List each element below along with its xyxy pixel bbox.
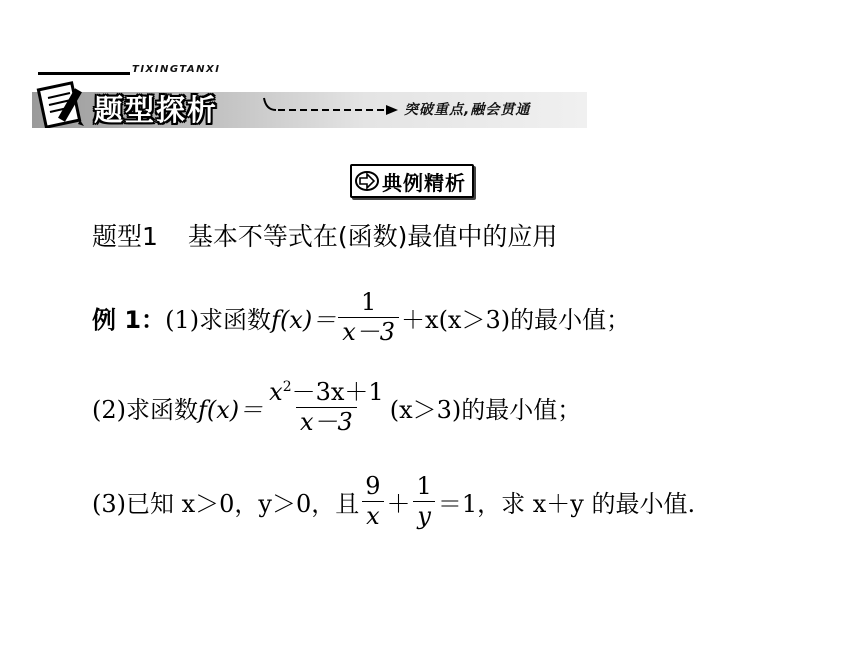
- q2-denominator: x－3: [296, 407, 357, 435]
- q3-frac1-numerator: 9: [365, 472, 381, 500]
- q3-frac2-numerator: 1: [416, 472, 432, 500]
- q3-frac1-denominator: x: [362, 501, 384, 529]
- topic-heading: [92, 224, 557, 249]
- q3-fraction-1: [361, 474, 384, 529]
- q1-function: f(x)＝: [271, 306, 337, 335]
- banner-motto: 突破重点,融会贯通: [404, 102, 531, 118]
- q2-prefix: (2)求函数: [92, 396, 198, 425]
- q3-frac2-denominator: y: [413, 501, 435, 529]
- notebook-pen-icon: [36, 78, 88, 128]
- banner-pinyin: TIXINGTANXI: [132, 64, 221, 75]
- section-banner: [32, 62, 587, 130]
- q1-denominator: x－3: [338, 317, 399, 345]
- q3-prefix: (3)已知 x＞0，y＞0，且: [92, 490, 360, 519]
- arrow-right-circle-icon: [354, 170, 380, 192]
- q2-numerator: $x^2-3x+1$: [269, 378, 384, 406]
- q3-fraction-2: [413, 474, 436, 529]
- section-tag-label: 典例精析: [382, 170, 466, 195]
- section-tag: [350, 164, 474, 198]
- example-question-2: [92, 380, 581, 435]
- q1-numerator: 1: [360, 288, 377, 316]
- example-question-3: [92, 474, 695, 529]
- q3-suffix: ＝1，求 x＋y 的最小值.: [437, 490, 696, 519]
- q1-prefix: (1)求函数: [165, 306, 272, 335]
- q2-fraction: [265, 380, 388, 435]
- q2-function: f(x)＝: [198, 396, 264, 425]
- q1-fraction: [338, 290, 399, 345]
- banner-title: 题型探析: [94, 93, 219, 127]
- topic-title: 基本不等式在(函数)最值中的应用: [187, 222, 558, 251]
- example-question-1: [92, 290, 630, 345]
- q2-suffix: (x＞3)的最小值；: [389, 396, 582, 425]
- banner-top-rule: [38, 72, 130, 75]
- q3-plus: ＋: [386, 490, 411, 519]
- q1-suffix: ＋x(x＞3)的最小值；: [401, 306, 631, 335]
- banner-dashed-arrow: [260, 96, 400, 120]
- example-label: 例 1：: [92, 306, 166, 335]
- topic-number: 题型1: [92, 222, 158, 251]
